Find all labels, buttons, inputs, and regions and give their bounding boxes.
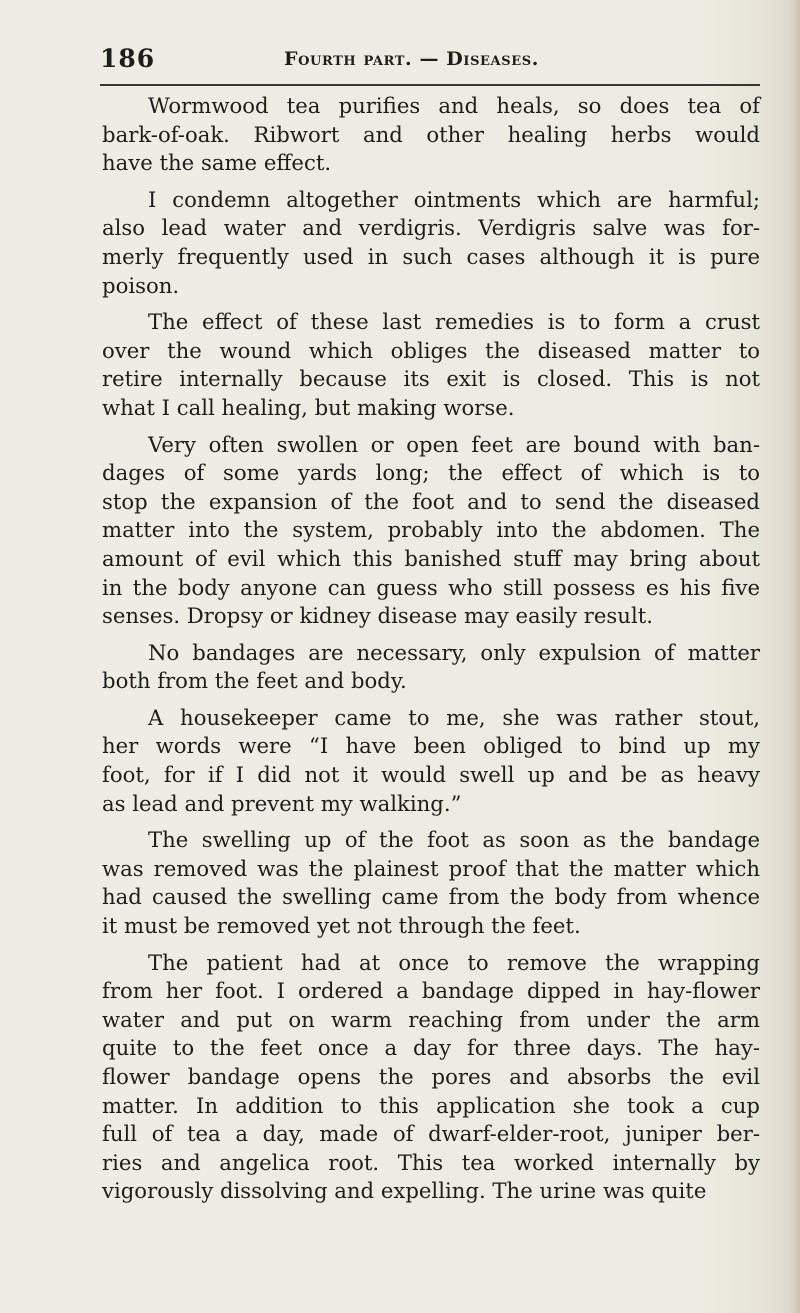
text-line: dages of some yards long; the effect of which is to (102, 460, 760, 486)
text-line: what I call healing, but making worse. (102, 394, 515, 420)
text-line: Very often swollen or open feet are bound with ban- (148, 431, 760, 457)
text-line: also lead water and verdigris. Verdigris salve was for- (102, 215, 760, 241)
text-line: flower bandage opens the pores and absorbs the evil (102, 1064, 760, 1089)
text-line: stop the expansion of the foot and to send the diseased (102, 488, 760, 514)
body-text (102, 92, 760, 1206)
paragraph-gap (102, 300, 760, 308)
text-line: The patient had at once to remove the wrapping (148, 949, 760, 975)
text-line: vigorously dissolving and expelling. The urine was quite (102, 1178, 707, 1204)
text-line: over the wound which obliges the diseased matter to (102, 337, 760, 363)
text-line: merly frequently used in such cases although it is pure (102, 243, 760, 269)
text-line: bark-of-oak. Ribwort and other healing herbs would (102, 121, 760, 147)
paragraph (102, 639, 760, 696)
paragraph (102, 186, 760, 300)
text-line: full of tea a day, made of dwarf-elder-root, juniper ber- (102, 1121, 760, 1147)
running-head: Fourth part. — Diseases. (284, 48, 539, 70)
header-rule (100, 84, 760, 86)
paragraph (102, 308, 760, 422)
text-line: senses. Dropsy or kidney disease may easily result. (102, 603, 653, 629)
paragraph-gap (102, 631, 760, 639)
text-line: A housekeeper came to me, she was rather stout, (148, 704, 760, 730)
paragraph (102, 826, 760, 940)
text-line: ries and angelica root. This tea worked internally by (102, 1149, 760, 1175)
text-line: in the body anyone can guess who still possess es his five (102, 574, 760, 600)
paragraph (102, 704, 760, 818)
page-edge-shadow (790, 0, 800, 1313)
text-line: I condemn altogether ointments which are harmful; (148, 186, 760, 212)
text-line: have the same effect. (102, 150, 332, 176)
paragraph-gap (102, 696, 760, 704)
page-number: 186 (100, 44, 156, 73)
text-line: both from the feet and body. (102, 668, 407, 694)
text-line: foot, for if I did not it would swell up and be as heavy (102, 762, 760, 788)
text-line: retire internally because its exit is closed. This is not (102, 366, 760, 392)
text-line: her words were “I have been obliged to bind up my (102, 733, 760, 759)
text-line: as lead and prevent my walking.” (102, 790, 462, 816)
paragraph (102, 431, 760, 631)
text-line: matter into the system, probably into the abdomen. The (102, 517, 760, 543)
text-line: amount of evil which this banished stuff may bring about (102, 545, 760, 571)
page-header (100, 44, 760, 80)
text-line: Wormwood tea purifies and heals, so does tea of (148, 93, 760, 118)
text-line: matter. In addition to this application she took a cup (102, 1092, 760, 1118)
paragraph (102, 949, 760, 1206)
paragraph-gap (102, 941, 760, 949)
text-line: No bandages are necessary, only expulsion of matter (148, 639, 760, 665)
paragraph (102, 92, 760, 178)
text-line: quite to the feet once a day for three days. The hay- (102, 1035, 760, 1061)
paragraph-gap (102, 178, 760, 186)
text-line: poison. (102, 272, 180, 298)
text-line: had caused the swelling came from the body from whence (102, 884, 760, 910)
text-line: The swelling up of the foot as soon as the bandage (148, 827, 760, 853)
text-line: from her foot. I ordered a bandage dipped in hay-flower (102, 978, 760, 1004)
paragraph-gap (102, 423, 760, 431)
text-line: was removed was the plainest proof that the matter which (102, 855, 760, 881)
paragraph-gap (102, 818, 760, 826)
text-line: water and put on warm reaching from under the arm (102, 1006, 760, 1032)
text-line: The effect of these last remedies is to form a crust (148, 309, 760, 335)
text-line: it must be removed yet not through the feet. (102, 913, 581, 939)
